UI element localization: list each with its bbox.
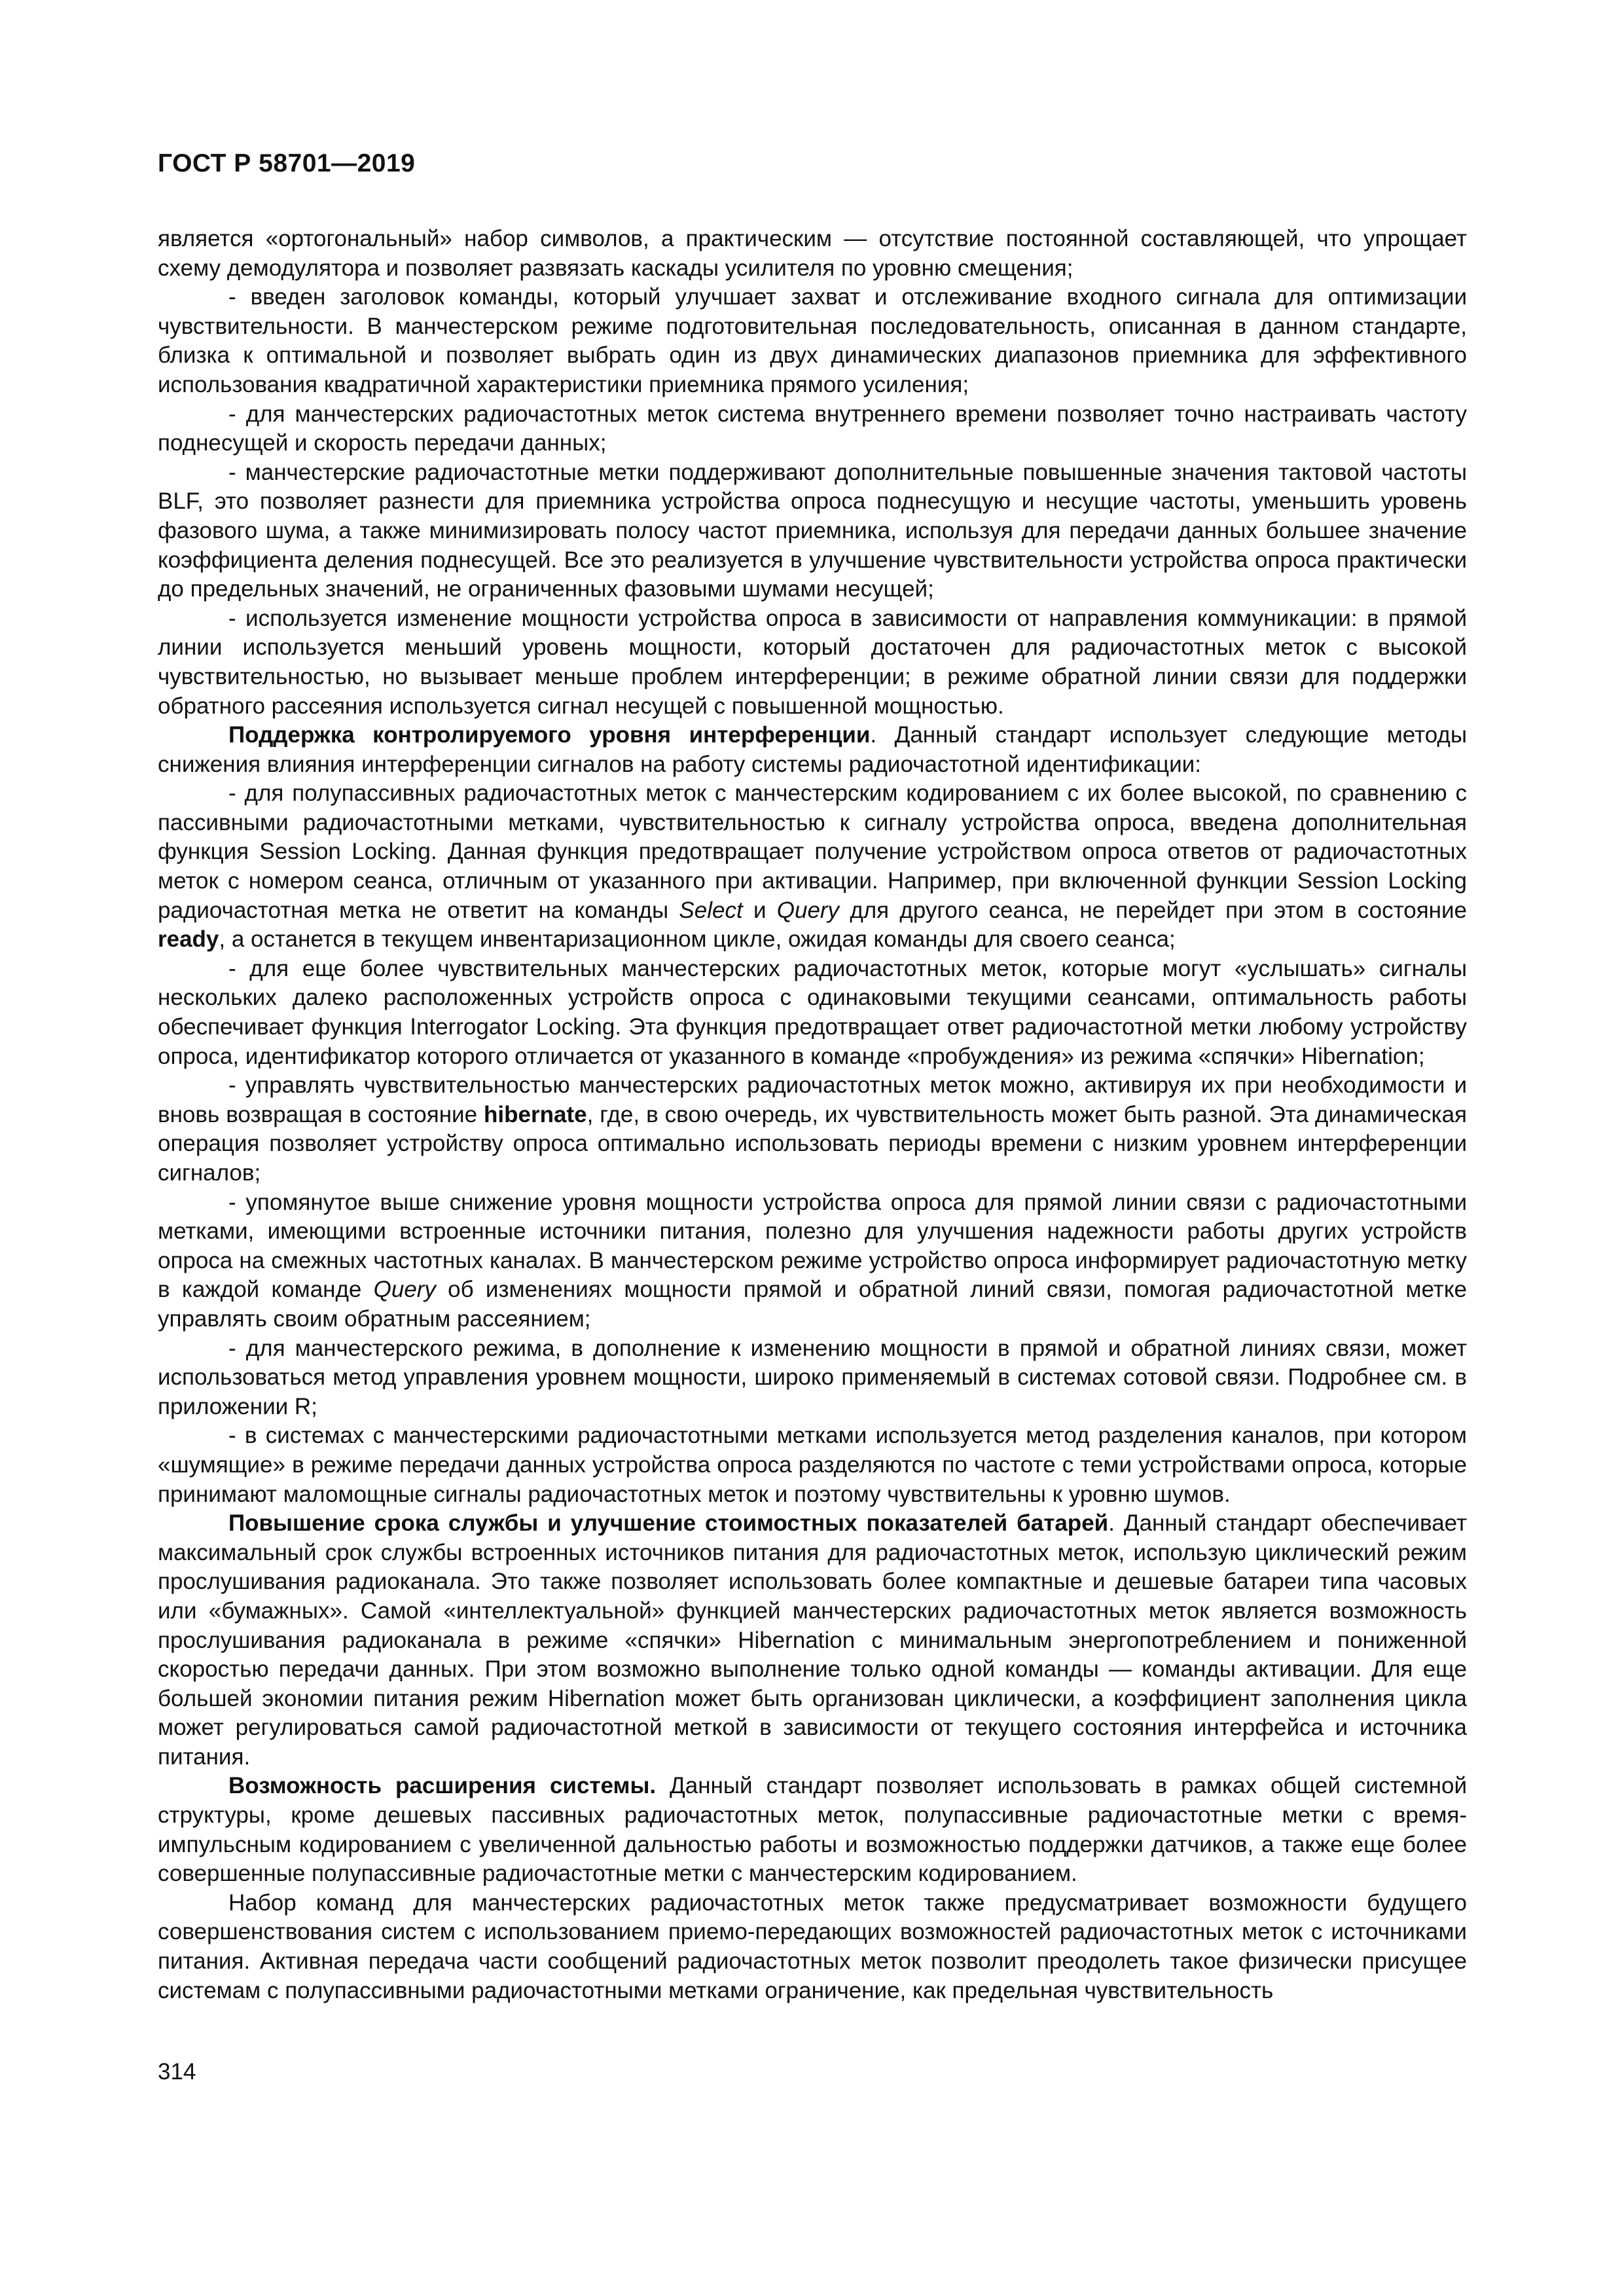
paragraph-text: , где, в свою очередь, их чувствительность может быть разной. Эта динамическая операция позволяет устройству опроса оптимально использовать периоды времени с низким уровнем интерференции сигналов; (158, 1101, 1467, 1186)
list-item: - для манчестерских радиочастотных меток система внутреннего времени позволяет точно настраивать частоту поднесущей и скорость передачи данных; (158, 401, 1467, 456)
body-text (158, 225, 1467, 2005)
paragraph-text: , а останется в текущем инвентаризационном цикле, ожидая команды для своего сеанса; (219, 926, 1176, 953)
list-item: - введен заголовок команды, который улучшает захват и отслеживание входного сигнала для оптимизации чувствительности. В манчестерском режиме подготовительная последовательность, описанная в данном стандарте, близка к оптимальной и позволяет выбрать один из двух динамических диапазонов приемника для эффективного использования квадратичной характеристики приемника прямого усиления; (158, 284, 1467, 397)
paragraph (158, 1509, 1467, 1772)
state-name: ready (158, 926, 219, 953)
list-item (158, 1188, 1467, 1334)
command-name: Query (776, 897, 840, 923)
section-heading: Повышение срока службы и улучшение стоимостных показателей батарей (228, 1510, 1109, 1537)
paragraph-text: - упомянутое выше снижение уровня мощности устройства опроса для прямой линии связи с радиочастотными метками, имеющими встроенные источники питания, полезно для улучшения надежности работы других устройств опроса на смежных частотных каналах. В манчестерском режиме устройство опроса информирует радиочастотную метку в каждой команде (158, 1189, 1467, 1303)
list-item (158, 779, 1467, 955)
list-item: - для еще более чувствительных манчестерских радиочастотных меток, которые могут «услышать» сигналы нескольких далеко расположенных устройств опроса с одинаковыми текущими сеансами, оптимальность работы обеспечивает функция Interrogator Locking. Эта функция предотвращает ответ радиочастотной метки любому устройству опроса, идентификатор которого отличается от указанного в команде «пробуждения» из режима «спячки» Hibernation; (158, 955, 1467, 1069)
paragraph: Набор команд для манчестерских радиочастотных меток также предусматривает возможности будущего совершенствования систем с использованием приемо-передающих возможностей радиочастотных меток с источниками питания. Активная передача части сообщений радиочастотных меток позволит преодолеть такое физически присущее системам с полупассивными радиочастотными метками ограничение, как предельная чувствительность (158, 1889, 1467, 2003)
section-heading: Поддержка контролируемого уровня интерференции (228, 722, 871, 748)
paragraph-text: об изменениях мощности прямой и обратной линий связи, помогая радиочастотной метке управлять своим обратным рассеянием; (158, 1277, 1467, 1332)
paragraph-text: . Данный стандарт обеспечивает максимальный срок службы встроенных источников питания для радиочастотных меток, использую циклический режим прослушивания радиоканала. Это также позволяет использовать более компактные и дешевые батареи типа часовых или «бумажных». Самой «интеллектуальной» функцией манчестерских радиочастотных меток является возможность прослушивания радиоканала в режиме «спячки» Hibernation с минимальным энергопотреблением и пониженной скоростью передачи данных. При этом возможно выполнение только одной команды — команды активации. Для еще большей экономии питания режим Hibernation может быть организован циклически, а коэффициент заполнения цикла может регулироваться самой радиочастотной меткой в зависимости от текущего состояния интерфейса и источника питания. (158, 1510, 1468, 1770)
paragraph-text: - управлять чувствительностью манчестерских радиочастотных меток можно, активируя их при необходимости и вновь возвращая в состояние (158, 1072, 1467, 1127)
paragraph: является «ортогональный» набор символов, а практическим — отсутствие постоянной составляющей, что упрощает схему демодулятора и позволяет развязать каскады усилителя по уровню смещения; (158, 226, 1467, 281)
command-name: Select (679, 897, 743, 923)
page-number: 314 (158, 2059, 196, 2085)
command-name: Query (373, 1277, 436, 1303)
paragraph-text: . Данный стандарт использует следующие методы снижения влияния интерференции сигналов на работу системы радиочастотной идентификации: (158, 722, 1468, 777)
paragraph-text: - для полупассивных радиочастотных меток с манчестерским кодированием с их более высокой, по сравнению с пассивными радиочастотными метками, чувствительностью к сигналу устройства опроса, введена дополнительная функция Session Locking. Данная функция предотвращает получение устройством опроса ответов от радиочастотных меток с номером сеанса, отличным от указанного при активации. Например, при включенной функции Session Locking радиочастотная метка не ответит на команды (158, 780, 1467, 923)
list-item: - используется изменение мощности устройства опроса в зависимости от направления коммуникации: в прямой линии используется меньший уровень мощности, который достаточен для радиочастотных меток с высокой чувствительностью, но вызывает меньше проблем интерференции; в режиме обратной линии связи для поддержки обратного рассеяния используется сигнал несущей с повышенной мощностью. (158, 605, 1467, 719)
list-item: - манчестерские радиочастотные метки поддерживают дополнительные повышенные значения тактовой частоты BLF, это позволяет разнести для приемника устройства опроса поднесущую и несущие частоты, уменьшить уровень фазового шума, а также минимизировать полосу частот приемника, используя для передачи данных большее значение коэффициента деления поднесущей. Все это реализуется в улучшение чувствительности устройства опроса практически до предельных значений, не ограниченных фазовыми шумами несущей; (158, 459, 1467, 602)
paragraph (158, 1772, 1467, 1888)
paragraph (158, 721, 1467, 779)
paragraph-text: Данный стандарт позволяет использовать в рамках общей системной структуры, кроме дешевых пассивных радиочастотных меток, полупассивные радиочастотные метки с время-импульсным кодированием с увеличенной дальностью работы и возможностью поддержки датчиков, а также еще более совершенные полупассивные радиочастотные метки с манчестерским кодированием. (158, 1773, 1467, 1887)
section-heading: Возможность расширения системы. (228, 1773, 657, 1799)
list-item: - для манчестерского режима, в дополнение к изменению мощности в прямой и обратной линиях связи, может использоваться метод управления уровнем мощности, широко применяемый в системах сотовой связи. Подробнее см. в приложении R; (158, 1335, 1467, 1419)
paragraph-text: и (742, 897, 777, 923)
paragraph-text: для другого сеанса, не перейдет при этом в состояние (839, 897, 1468, 923)
state-name: hibernate (484, 1101, 587, 1127)
list-item (158, 1071, 1467, 1188)
list-item: - в системах с манчестерскими радиочастотными метками используется метод разделения каналов, при котором «шумящие» в режиме передачи данных устройства опроса разделяются по частоте с теми устройствами опроса, которые принимают маломощные сигналы радиочастотных меток и поэтому чувствительны к уровню шумов. (158, 1423, 1467, 1507)
standard-title: ГОСТ Р 58701—2019 (158, 149, 416, 177)
